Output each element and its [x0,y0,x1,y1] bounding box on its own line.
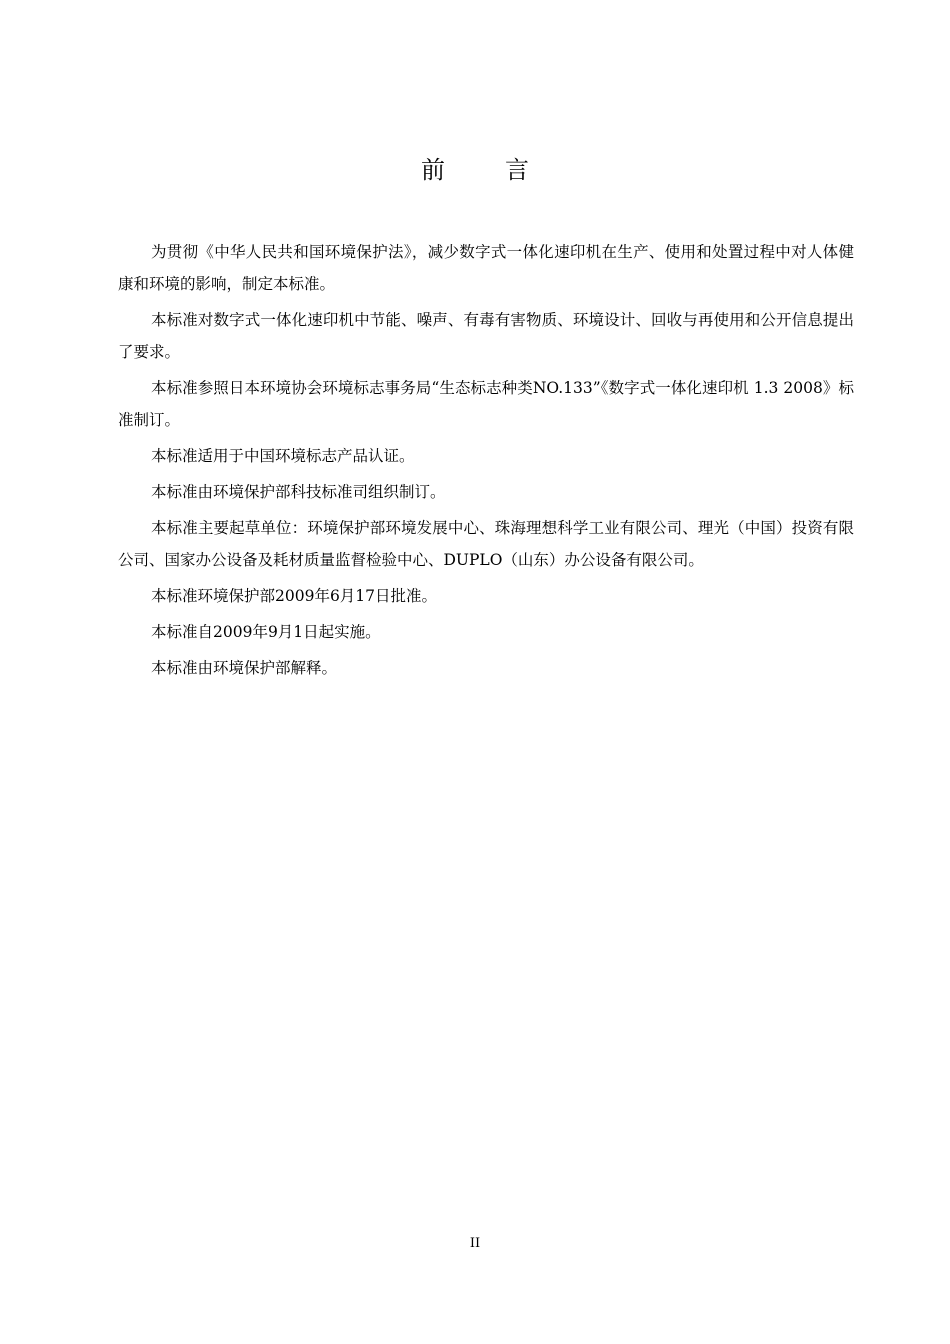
paragraph-interpretation: 本标准由环境保护部解释。 [151,659,338,677]
paragraph-effective-date: 本标准自2009年9月1日起实施。 [151,623,381,641]
page-number: II [469,1236,481,1251]
paragraph-drafting-units: 本标准主要起草单位：环境保护部环境发展中心、珠海理想科学工业有限公司、理光（中国）投资有限公司、国家办公设备及耗材质量监督检验中心、DUPLO（山东）办公设备有限公司。 [118,519,854,569]
preface-title [0,150,950,185]
preface-body [118,236,854,688]
paragraph-reference: 本标准参照日本环境协会环境标志事务局“生态标志种类NO.133”《数字式一体化速印机 1.3 2008》标准制订。 [118,379,854,429]
paragraph-applicability: 本标准适用于中国环境标志产品认证。 [151,447,415,465]
paragraph-organizer: 本标准由环境保护部科技标准司组织制订。 [151,483,446,501]
paragraph-purpose: 为贯彻《中华人民共和国环境保护法》，减少数字式一体化速印机在生产、使用和处置过程中对人体健康和环境的影响，制定本标准。 [118,243,854,293]
title-char-2: 言 [505,156,529,184]
paragraph-scope-requirements: 本标准对数字式一体化速印机中节能、噪声、有毒有害物质、环境设计、回收与再使用和公开信息提出了要求。 [118,311,854,361]
title-char-1: 前 [421,156,445,184]
paragraph-approval-date: 本标准环境保护部2009年6月17日批准。 [151,587,438,605]
